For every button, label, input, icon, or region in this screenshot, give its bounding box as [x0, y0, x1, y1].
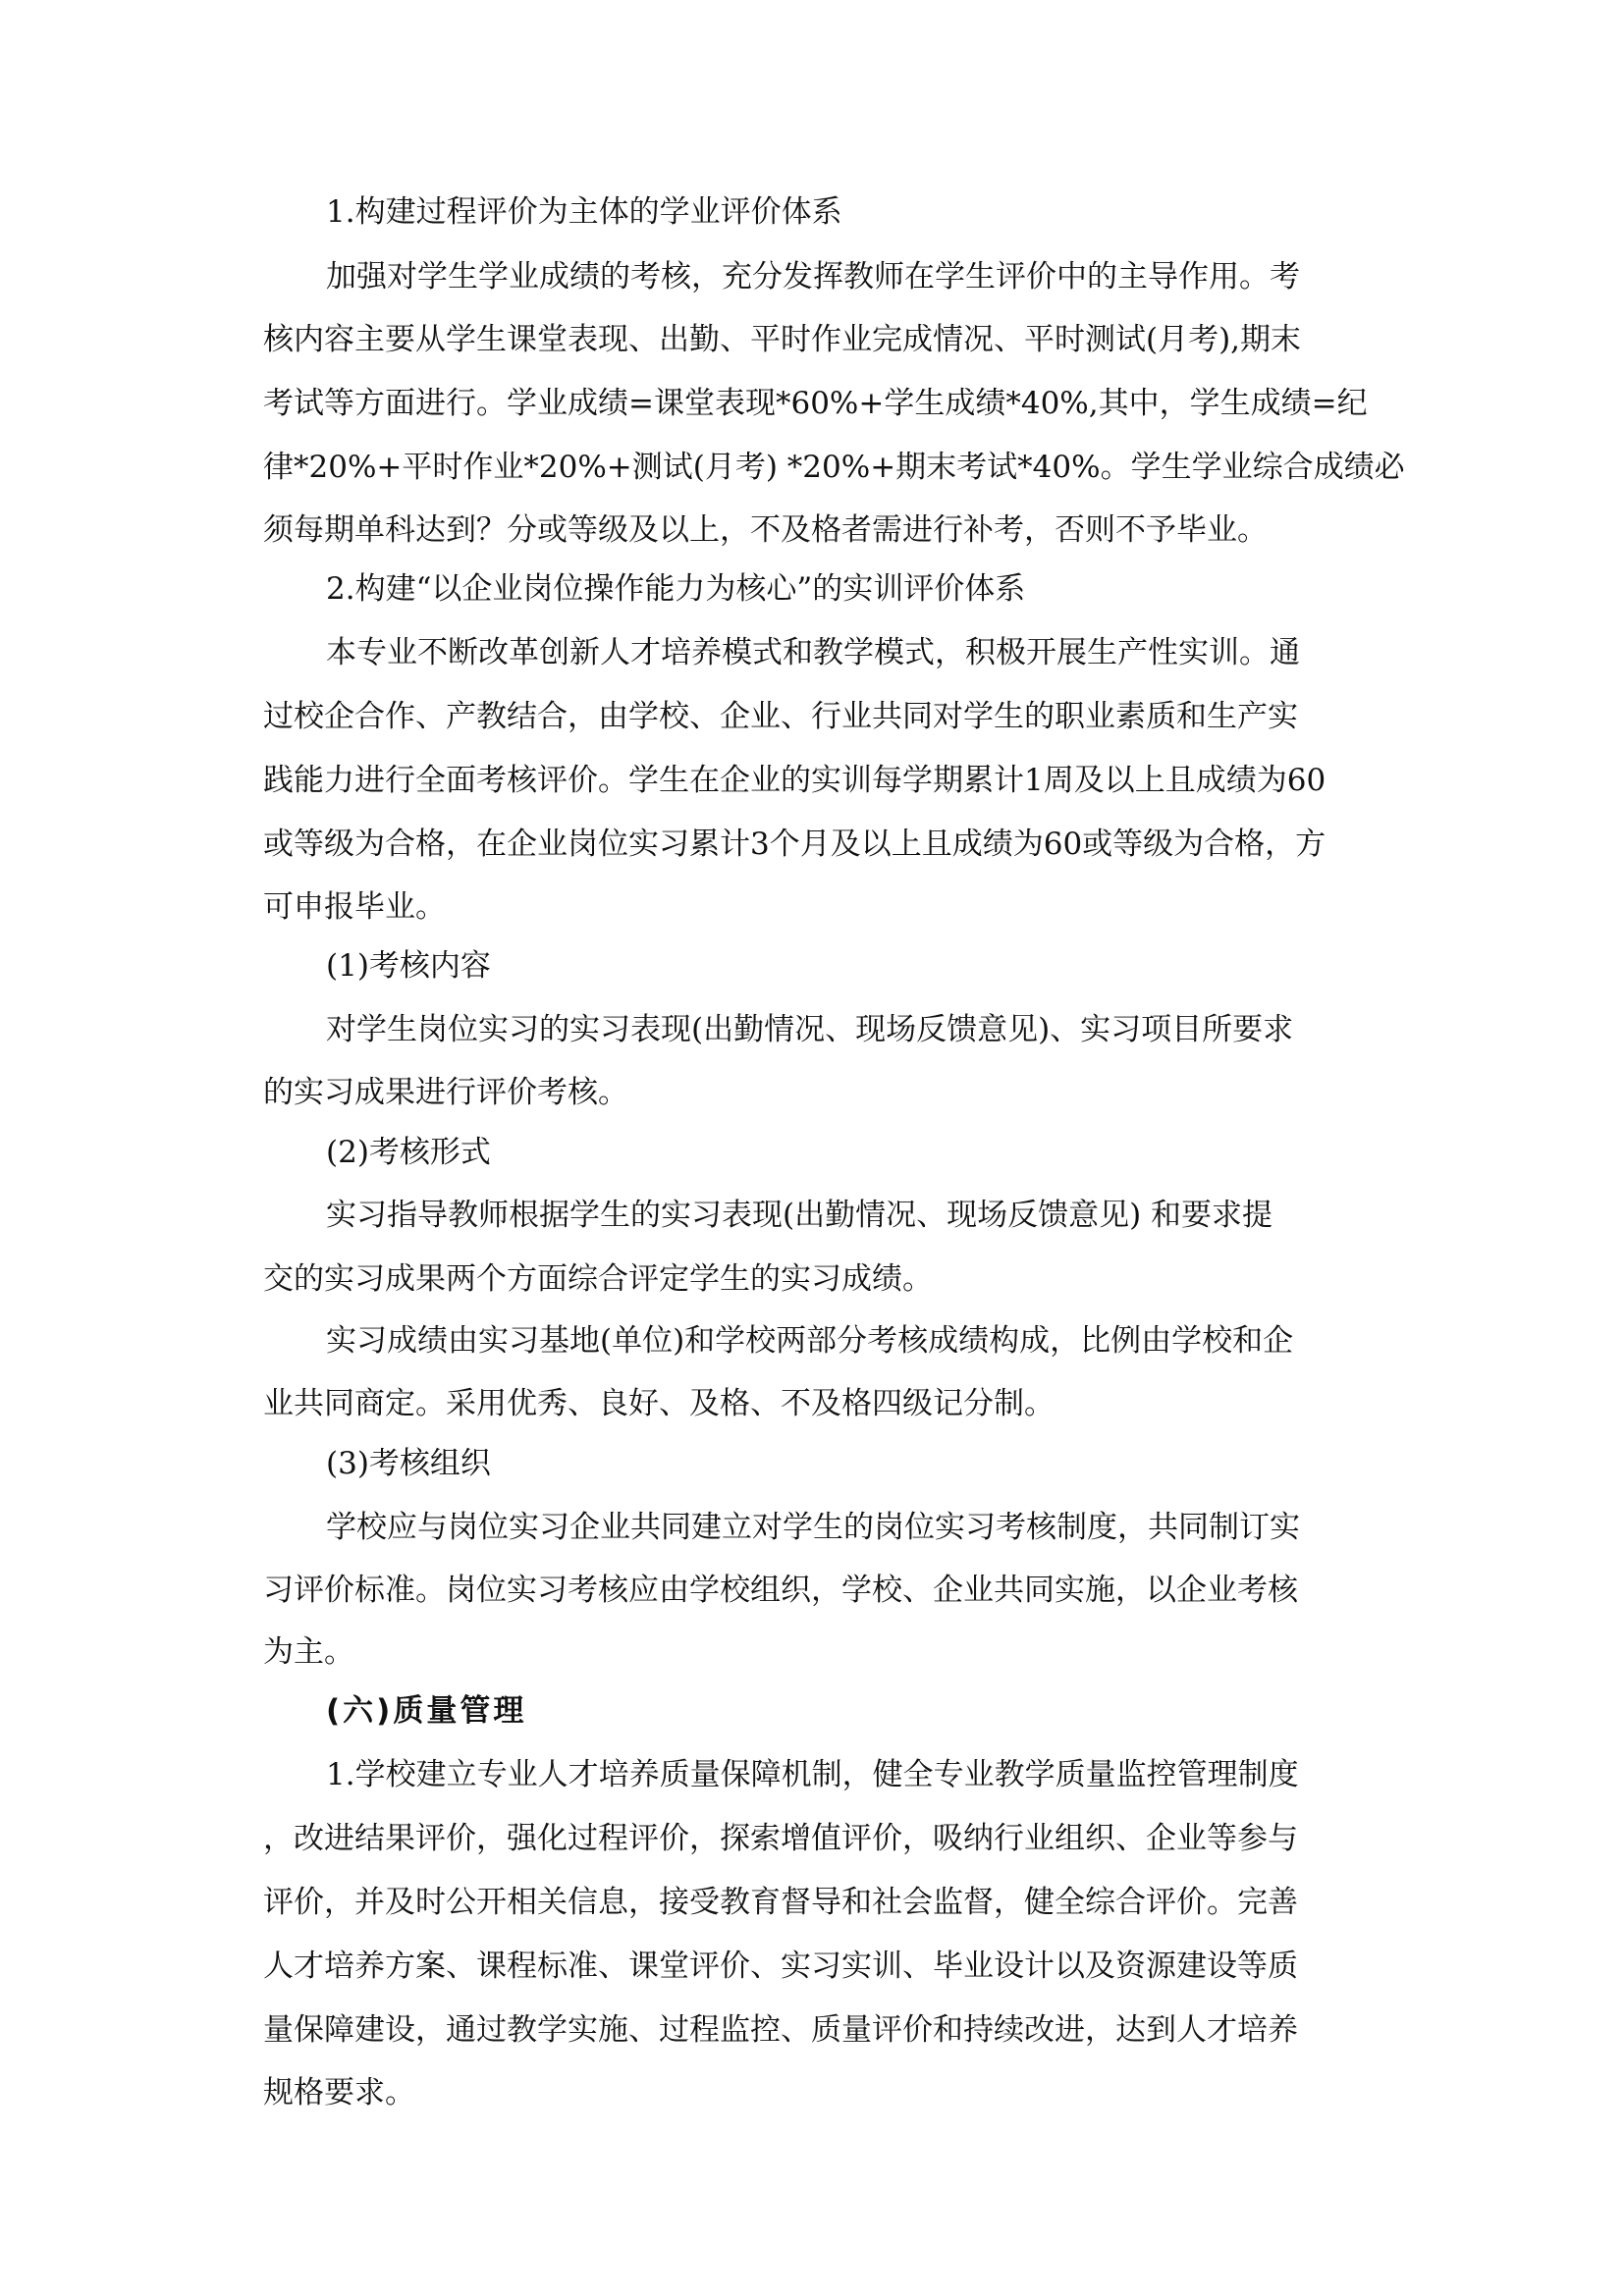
- paragraph-line: 规格要求。: [263, 2075, 415, 2110]
- subheading-assessment-content: (1)考核内容: [326, 948, 491, 984]
- subheading-assessment-form: (2)考核形式: [326, 1135, 491, 1170]
- paragraph-line: 1.学校建立专业人才培养质量保障机制，健全专业教学质量监控管理制度: [326, 1757, 1299, 1792]
- paragraph-line: 本专业不断改革创新人才培养模式和教学模式，积极开展生产性实训。通: [326, 635, 1300, 670]
- paragraph-line: 学校应与岗位实习企业共同建立对学生的岗位实习考核制度，共同制订实: [326, 1510, 1300, 1545]
- paragraph-line: 习评价标准。岗位实习考核应由学校组织，学校、企业共同实施，以企业考核: [263, 1573, 1298, 1608]
- paragraph-line: 的实习成果进行评价考核。: [263, 1075, 628, 1110]
- paragraph-line: 过校企合作、产教结合，由学校、企业、行业共同对学生的职业素质和生产实: [263, 699, 1298, 734]
- paragraph-line: 或等级为合格，在企业岗位实习累计3个月及以上且成绩为60或等级为合格，方: [263, 827, 1326, 862]
- heading-training-evaluation: 2.构建“以企业岗位操作能力为核心”的实训评价体系: [326, 571, 1026, 607]
- paragraph-line: 律*20%+平时作业*20%+测试(月考) *20%+期末考试*40%。学生学业综合成绩必: [263, 450, 1405, 485]
- paragraph-line: 实习指导教师根据学生的实习表现(出勤情况、现场反馈意见) 和要求提: [326, 1198, 1273, 1233]
- paragraph-line: 须每期单科达到？分或等级及以上，不及格者需进行补考，否则不予毕业。: [263, 512, 1268, 548]
- paragraph-line: ，改进结果评价，强化过程评价，探索增值评价，吸纳行业组织、企业等参与: [263, 1821, 1298, 1856]
- paragraph-line: 为主。: [263, 1634, 354, 1670]
- subheading-assessment-organization: (3)考核组织: [326, 1446, 491, 1481]
- paragraph-line: 交的实习成果两个方面综合评定学生的实习成绩。: [263, 1261, 933, 1297]
- paragraph-line: 评价，并及时公开相关信息，接受教育督导和社会监督，健全综合评价。完善: [263, 1885, 1298, 1920]
- paragraph-line: 实习成绩由实习基地(单位)和学校两部分考核成绩构成，比例由学校和企: [326, 1323, 1294, 1359]
- heading-academic-evaluation: 1.构建过程评价为主体的学业评价体系: [326, 194, 842, 230]
- paragraph-line: 量保障建设，通过教学实施、过程监控、质量评价和持续改进，达到人才培养: [263, 2012, 1298, 2048]
- paragraph-line: 考试等方面进行。学业成绩=课堂表现*60%+学生成绩*40%,其中，学生成绩=纪: [263, 386, 1368, 421]
- paragraph-line: 加强对学生学业成绩的考核，充分发挥教师在学生评价中的主导作用。考: [326, 259, 1300, 294]
- paragraph-line: 对学生岗位实习的实习表现(出勤情况、现场反馈意见)、实习项目所要求: [326, 1012, 1294, 1047]
- paragraph-line: 可申报毕业。: [263, 889, 446, 925]
- paragraph-line: 核内容主要从学生课堂表现、出勤、平时作业完成情况、平时测试(月考),期末: [263, 322, 1302, 357]
- section-heading-quality-management: (六)质量管理: [326, 1693, 527, 1729]
- paragraph-line: 业共同商定。采用优秀、良好、及格、不及格四级记分制。: [263, 1386, 1055, 1421]
- paragraph-line: 践能力进行全面考核评价。学生在企业的实训每学期累计1周及以上且成绩为60: [263, 763, 1326, 798]
- paragraph-line: 人才培养方案、课程标准、课堂评价、实习实训、毕业设计以及资源建设等质: [263, 1949, 1298, 1984]
